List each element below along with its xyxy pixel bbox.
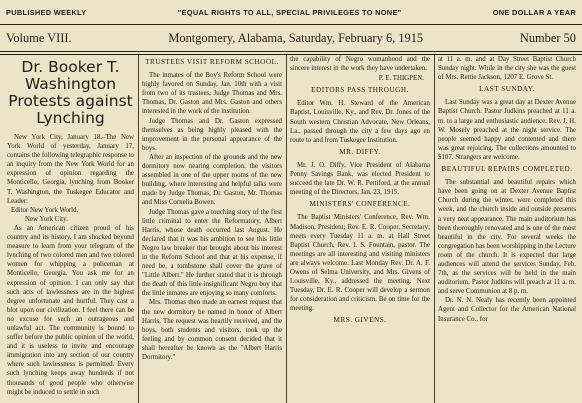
place-date: Montgomery, Alabama, Saturday, February 6, 1915 [168,30,424,45]
article-paragraph: Dr. N. N. Nealy has recently been appointed Agent and Collector for the American National Insurance Co., for [438,297,576,323]
column-1 [7,55,134,403]
article-paragraph: New York City, January 18.–The New York World of yesterday, January 17, contains the following telegraphic response to an inquiry from the New York World for an expression of opinion regarding the Monticello, Georgia, lynching from Booker T. Washington, the Tuskegee Educator and Leader: [7,134,134,205]
article-paragraph: As an American citizen proud of his country and its history, I am shocked beyond measure to learn from your telegram of the lynching of two colored men and two colored women for whipping a policeman at Monticello, Georgia. You ask me for an expression of opinion. I can only say that such acts of lawlessness are in the highest degree unfortunate and hurtful. They cast a blot upon our civilization. I feel there can be no excuse for such an outrageous and unlawful act. The community is bound to suffer before the public opinion of the world, and it is useless to invite and encourage immigration into any section of our country where such lawlessness is permitted. Every such lynching keeps away hundreds if not thousands of good people who otherwise might be induced to settle in such [7,224,134,396]
address-line: Editor New York World, [11,206,79,214]
article-paragraph: The inmates of the Boy's Reform School were highly favored on Sunday, Jan. 10th with a visit from two of its trustees, Judge Thomas and Mrs. Thomas, Dr. Gaston and Mrs. Gaston and others interested in the work of the institution. [142,72,282,116]
article-paragraph: Mrs. Thomas then made an earnest request that the new dormitory be named in honor of Albert Harris. The request was heartily received, and the boys, both students and visitors, took up the feeling and by common consent decided that it shall hereafter be known as the "Albert Harris Dormitory." [142,299,282,361]
column-divider [434,55,435,403]
article-paragraph: The Baptist Ministers' Conference, Rev. Wm. Madison, President; Rev. E. R. Cooper, Secretary; meets every Tuesday 11 a. m. at Hall Street Baptist Church, Rev. I. S. Fountain, pastor. The meetings are all interesting and visiting ministers are always welcome. Last Monday Rev. Dr. A. F. Owens of Selma University, and Mrs. Givens of Louisville, Ky., addressed the meeting. Next Tuesday, Dr. E. R. Cooper will develop a sermon for consideration and criticism. Be on time for the meeting. [290,214,430,313]
masthead-bar [0,0,582,24]
column-2 [142,55,282,403]
article-paragraph: Judge Thomas gave a touching story of the first little criminal to enter the Reformatory, Albert Harris, whose death occurred last August. He declared that it was his ambition to see this little Negro law breaker that brought about his interest in the Reform School and that at his expense, if need be, a tombstone shall cover the grave of "Little Albert." He further stated that it is through the death of this little insignificant Negro boy that the little inmates are enjoying so many comforts. [142,208,282,298]
article-paragraph: After an inspection of the grounds and the new dormitory now nearing completion, the visitors assembled in one of the upper rooms of the new building, where interesting and helpful talks were made by Judge Thomas, Dr. Gaston, Mr. Thomas and Miss Cornelia Bowen. [142,153,282,207]
section-heading: BEAUTIFUL REPAIRS COMPLETED. [441,165,573,174]
article-paragraph: Editor Wm. H. Steward of the American Baptist, Louisville, Ky., and Rev. Dr. Jones of the South western Christian Advocate, New Orleans, La., passed through the city a few days ago en route to and from Tuskegee Institution. [290,100,430,144]
section-heading: MINISTERS' CONFERENCE. [309,200,411,209]
masthead-right: ONE DOLLAR A YEAR [492,7,576,17]
dateline-rule [0,51,582,52]
address-line: New York City. [25,215,68,223]
signature: P. E. THIGPEN. [378,75,424,83]
section-heading: EDITORS PASS THROUGH. [311,86,409,95]
section-heading: TRUSTEES VISIT REFORM SCHOOL. [145,58,279,66]
issue-number: Number 50 [519,30,576,45]
article-paragraph: The substantial and beautiful repairs which have been going on at Dexter Avenue Baptist Church during the winter, were completed this week, and the church inside and outside presents a very neat appearance. The main auditorium has been thoroughly renovated and is one of the most beautiful in the city. For several weeks the congregation has been worshipping in the Lecture room of the church. It is expected that large audiences will attend the services Sunday, Feb. 7th, as the services will be held in the main auditorium. Pastor Judkins will preach at 11 a. m. and serve Communion at 8 p. m. [438,179,576,296]
section-heading: MR. DIFFY. [339,147,381,156]
column-divider [286,55,287,403]
article-paragraph: Judge Thomas and Dr. Gaston expressed themselves as being highly pleased with the improvement in the personal appearance of the boys. [142,117,282,152]
column-3 [290,55,430,403]
volume-label: Volume VIII. [6,30,72,45]
article-paragraph: Mr. J. O. Diffy, Vice President of Alabama Penny Savings Bank, was elected President to succeed the late Dr. W. R. Pettiford, at the annual meeting of the Directors, Jan. 23, 1915. [290,161,430,197]
dateline [0,26,582,50]
article-paragraph: Last Sunday was a great day at Dexter Avenue Baptist Church. Pastor Judkins preached at 11 a. m. to a large and enthusiastic audience. Rev. J. H. W. Mosely preached at the night service. The people seemed happy and contented and there was great rejoicing. The collections amounted to $107. Strangers are welcome. [438,99,576,161]
column-4 [438,55,576,403]
section-heading: MRS. GIVENS. [333,316,387,325]
section-heading: LAST SUNDAY. [479,85,535,94]
masthead-motto: "EQUAL RIGHTS TO ALL, SPECIAL PRIVILEGES TO NONE" [177,7,402,17]
article-paragraph: at 11 a. m. and at Day Street Baptist Church Sunday night. While in the city she was the guest of Mrs. Rettie Jackson, 1207 E. Grove St. [438,56,576,82]
article-paragraph: the capability of Negro womanhood and the sincere interest in the work they have undertaken. [290,56,430,73]
headline: Dr. Booker T. Washington Protests against Lynching [8,58,133,127]
masthead-left: PUBLISHED WEEKLY [6,7,87,17]
column-divider [138,55,139,403]
